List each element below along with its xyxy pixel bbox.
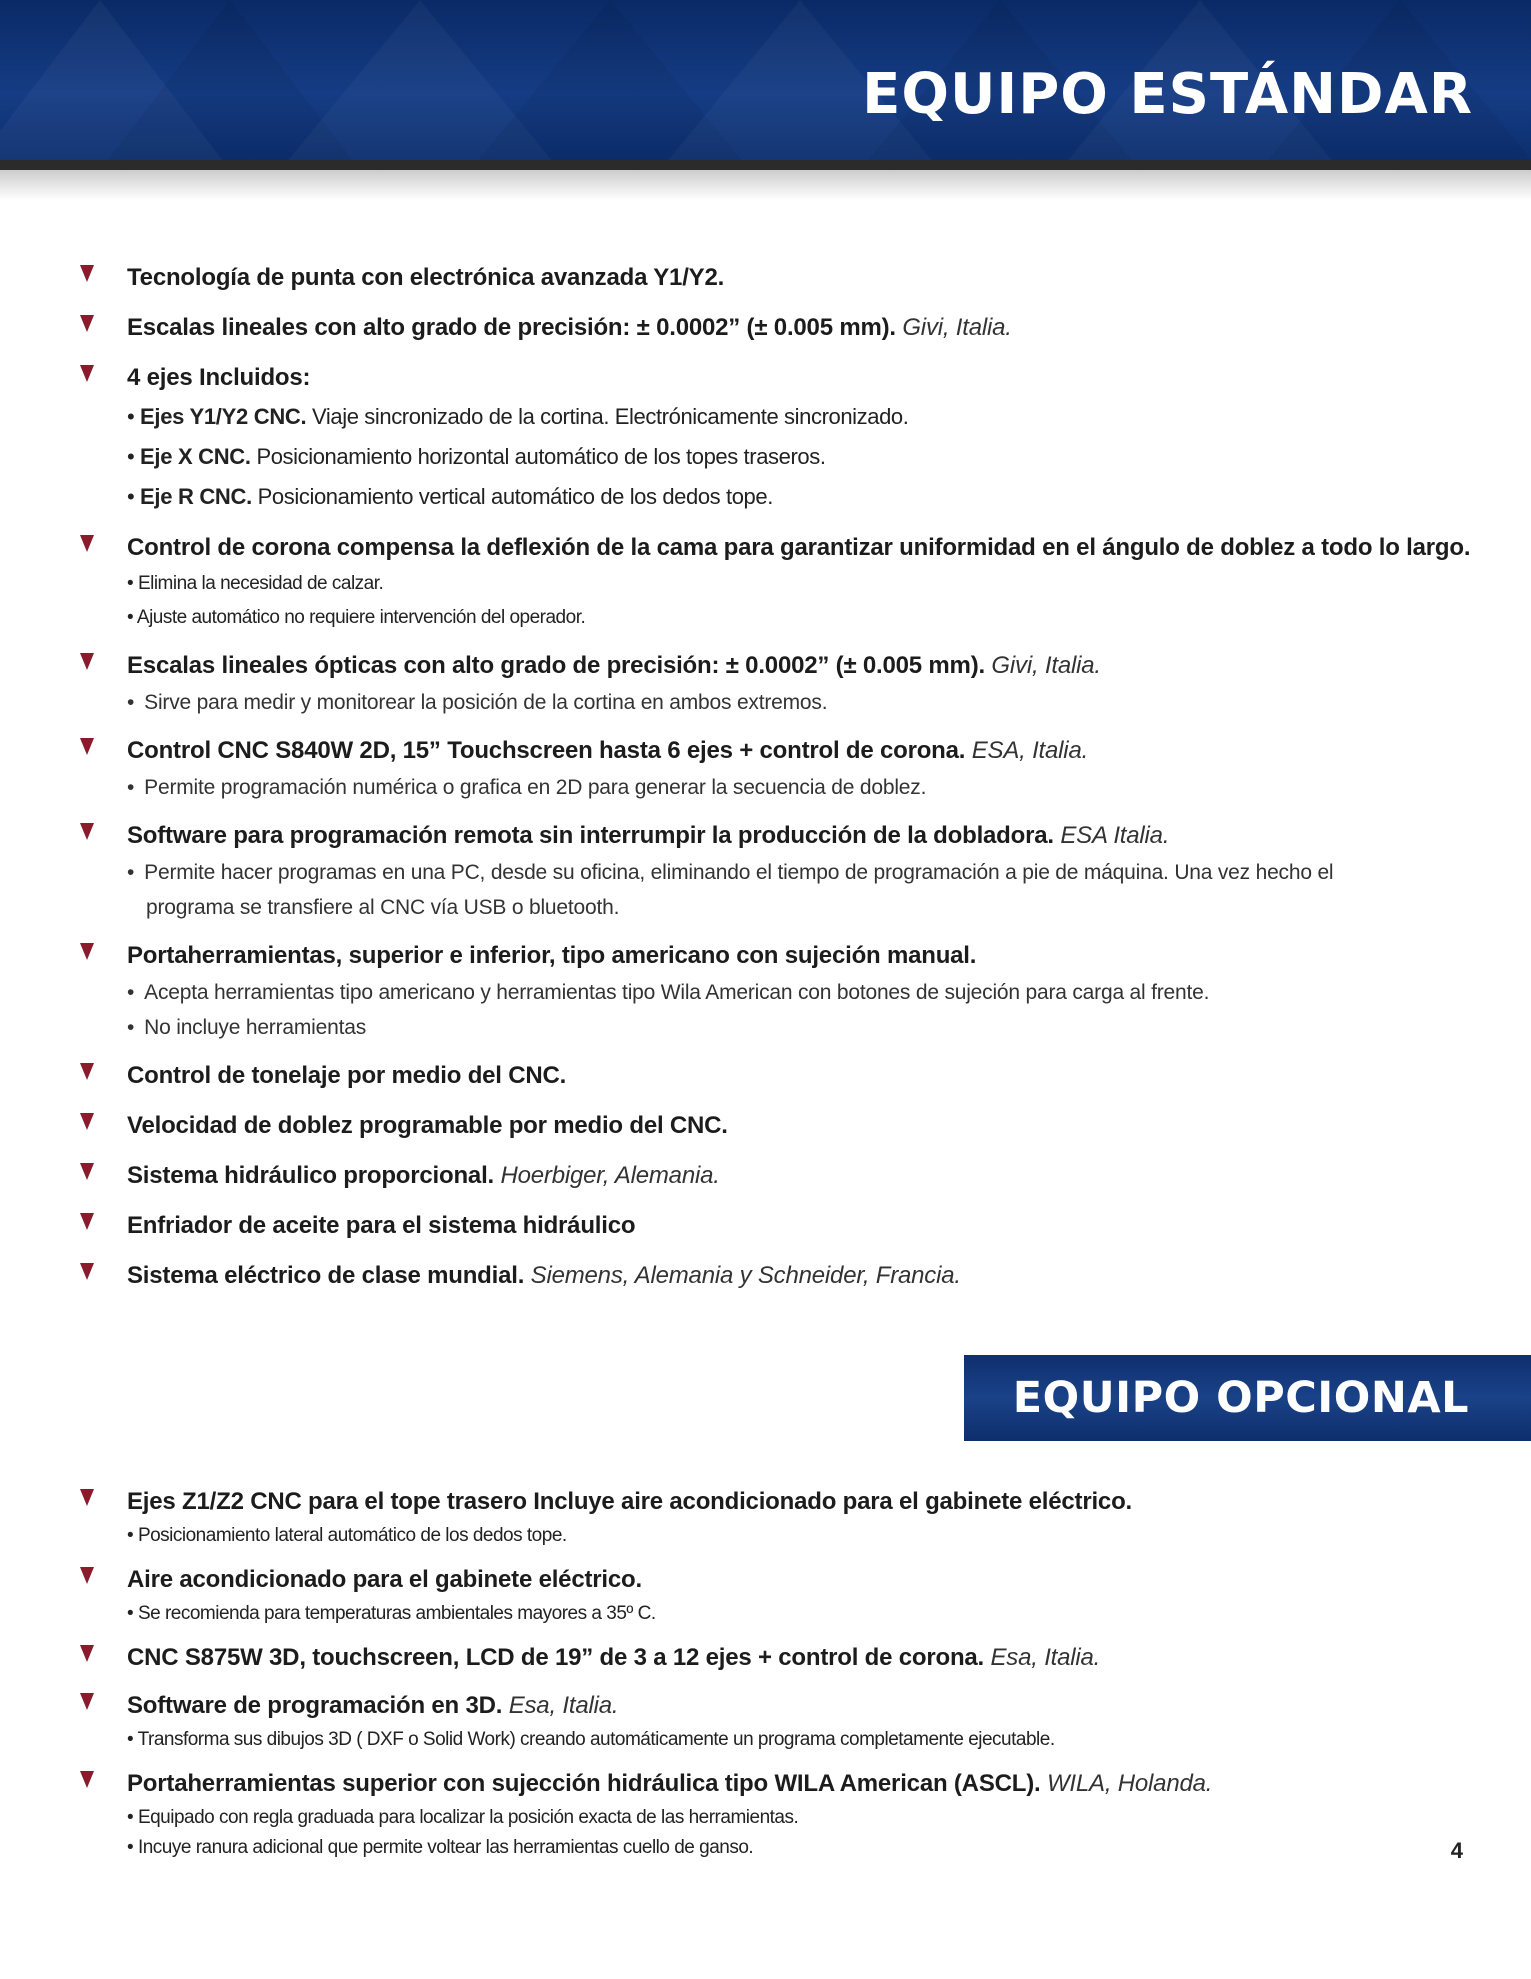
sub-item-text: Posicionamiento lateral automático de los dedos tope. [137,1525,567,1546]
sub-item-text: No incluye herramientas [144,1016,366,1039]
item-brand: Esa, Italia. [990,1644,1101,1671]
sub-item: • Incuye ranura adicional que permite voltear las herramientas cuello de ganso. [127,1837,754,1858]
sub-item: • Ejes Y1/Y2 CNC. Viaje sincronizado de la cortina. Electrónicamente sincronizado. [127,404,909,429]
standard-equipment-list [80,259,1480,1307]
sub-item: • Posicionamiento lateral automático de los dedos tope. [127,1525,567,1546]
triangle-bullet-icon [80,1693,94,1710]
triangle-bullet-icon [80,1163,94,1180]
sub-item-text: Se recomienda para temperaturas ambientales mayores a 35º C. [137,1603,656,1624]
sub-item: • Elimina la necesidad de calzar. [127,573,384,594]
item-text: CNC S875W 3D, touchscreen, LCD de 19” de 3 a 12 ejes + control de corona. [127,1644,985,1671]
triangle-bullet-icon [80,1645,94,1662]
sub-item-text: Ajuste automático no requiere intervención del operador. [136,607,586,628]
item-text: Portaherramientas, superior e inferior, tipo americano con sujeción manual. [127,942,977,969]
list-item [80,1207,1480,1245]
item-brand: WILA, Holanda. [1046,1770,1213,1797]
list-item [80,529,1480,635]
triangle-bullet-icon [80,365,94,382]
list-item [80,937,1480,1045]
triangle-bullet-icon [80,1213,94,1230]
item-brand: Hoerbiger, Alemania. [500,1162,720,1189]
sub-item: • Sirve para medir y monitorear la posición de la cortina en ambos extremos. [127,691,828,714]
triangle-bullet-icon [80,315,94,332]
triangle-bullet-icon [80,653,94,670]
sub-item-text: Incuye ranura adicional que permite voltear las herramientas cuello de ganso. [137,1837,754,1858]
list-item [80,732,1480,805]
header-banner [0,0,1531,170]
sub-item-text: Viaje sincronizado de la cortina. Electrónicamente sincronizado. [312,404,909,429]
triangle-bullet-icon [80,1263,94,1280]
list-item [80,1257,1480,1295]
triangle-bullet-icon [80,265,94,282]
sub-item: • Se recomienda para temperaturas ambientales mayores a 35º C. [127,1603,656,1624]
item-text: Portaherramientas superior con sujección hidráulica tipo WILA American (ASCL). [127,1770,1041,1797]
optional-equipment-list [80,1483,1480,1873]
sub-item-continuation [127,890,1480,925]
item-text: Software para programación remota sin interrumpir la producción de la dobladora. [127,822,1054,849]
sub-item: • Acepta herramientas tipo americano y herramientas tipo Wila American con botones de sujeción para carga al frente. [127,981,1210,1004]
triangle-bullet-icon [80,943,94,960]
list-item [80,359,1480,517]
item-text: Enfriador de aceite para el sistema hidráulico [127,1212,636,1239]
item-text: Tecnología de punta con electrónica avanzada Y1/Y2. [127,264,725,291]
list-item [80,1057,1480,1095]
item-text: Velocidad de doblez programable por medio del CNC. [127,1112,728,1139]
list-item [80,1639,1480,1677]
triangle-bullet-icon [80,1113,94,1130]
item-text: Sistema hidráulico proporcional. [127,1162,495,1189]
triangle-bullet-icon [80,535,94,552]
triangle-bullet-icon [80,1771,94,1788]
list-item [80,1765,1480,1863]
item-text: Escalas lineales con alto grado de precisión: ± 0.0002” (± 0.005 mm). [127,314,896,341]
list-item [80,1687,1480,1755]
list-item [80,1483,1480,1551]
sub-item: • Ajuste automático no requiere intervención del operador. [127,607,586,628]
sub-item-text: Transforma sus dibujos 3D ( DXF o Solid Work) creando automáticamente un programa completamente ejecutable. [137,1729,1055,1750]
list-item [80,647,1480,720]
banner-shadow [0,170,1531,200]
sub-item: • Eje X CNC. Posicionamiento horizontal automático de los topes traseros. [127,444,826,469]
item-text: Control CNC S840W 2D, 15” Touchscreen hasta 6 ejes + control de corona. [127,737,966,764]
triangle-bullet-icon [80,1063,94,1080]
item-text: Escalas lineales ópticas con alto grado de precisión: ± 0.0002” (± 0.005 mm). [127,652,985,679]
item-text: Aire acondicionado para el gabinete eléctrico. [127,1566,642,1593]
item-brand: ESA Italia. [1060,822,1170,849]
sub-item-text: Sirve para medir y monitorear la posición de la cortina en ambos extremos. [144,691,828,714]
list-item [80,817,1480,925]
list-item [80,1107,1480,1145]
sub-item-text: Permite programación numérica o grafica en 2D para generar la secuencia de doblez. [144,776,927,799]
sub-item: • Transforma sus dibujos 3D ( DXF o Solid Work) creando automáticamente un programa completamente ejecutable. [127,1729,1055,1750]
list-item [80,259,1480,297]
item-brand: Givi, Italia. [902,314,1012,341]
item-text: 4 ejes Incluidos: [127,364,311,391]
triangle-bullet-icon [80,1567,94,1584]
sub-item-bold: Eje R CNC. [140,484,252,509]
sub-item: • Eje R CNC. Posicionamiento vertical automático de los dedos tope. [127,484,773,509]
sub-item-bold: Eje X CNC. [140,444,251,469]
item-brand: Siemens, Alemania y Schneider, Francia. [530,1262,961,1289]
sub-item: • Permite programación numérica o grafica en 2D para generar la secuencia de doblez. [127,776,927,799]
sub-item-text: Elimina la necesidad de calzar. [137,573,384,594]
sub-item-bold: Ejes Y1/Y2 CNC. [140,404,307,429]
sub-item-text: Permite hacer programas en una PC, desde su oficina, eliminando el tiempo de programación a pie de máquina. Una vez hecho el [144,861,1334,884]
item-text: Sistema eléctrico de clase mundial. [127,1262,525,1289]
sub-item: • Equipado con regla graduada para localizar la posición exacta de las herramientas. [127,1807,799,1828]
triangle-bullet-icon [80,1489,94,1506]
triangle-bullet-icon [80,823,94,840]
item-text: Software de programación en 3D. [127,1692,503,1719]
page-number: 4 [1450,1838,1463,1863]
sub-item: • No incluye herramientas [127,1016,366,1039]
item-brand: Esa, Italia. [508,1692,619,1719]
sub-item-text: Posicionamiento vertical automático de los dedos tope. [257,484,773,509]
item-text: Ejes Z1/Z2 CNC para el tope trasero Incluye aire acondicionado para el gabinete eléctrico. [127,1488,1133,1515]
optional-section-title: EQUIPO OPCIONAL [1012,1373,1469,1423]
list-item [80,1157,1480,1195]
list-item [80,1561,1480,1629]
item-text: Control de tonelaje por medio del CNC. [127,1062,567,1089]
item-text: Control de corona compensa la deflexión de la cama para garantizar uniformidad en el ángulo de doblez a todo lo largo. [127,534,1471,561]
sub-item-text: Equipado con regla graduada para localizar la posición exacta de las herramientas. [137,1807,799,1828]
item-brand: ESA, Italia. [971,737,1089,764]
optional-header-bar [964,1355,1531,1441]
list-item [80,309,1480,347]
sub-item-text: Posicionamiento horizontal automático de los topes traseros. [256,444,826,469]
item-brand: Givi, Italia. [991,652,1101,679]
triangle-bullet-icon [80,738,94,755]
page-title: EQUIPO ESTÁNDAR [862,62,1473,127]
sub-item-text: Acepta herramientas tipo americano y herramientas tipo Wila American con botones de sujeción para carga al frente. [144,981,1210,1004]
sub-item-text: programa se transfiere al CNC vía USB o bluetooth. [146,896,620,919]
sub-item: • Permite hacer programas en una PC, desde su oficina, eliminando el tiempo de programación a pie de máquina. Una vez hecho el [127,861,1334,884]
banner-stripe [0,160,1531,170]
